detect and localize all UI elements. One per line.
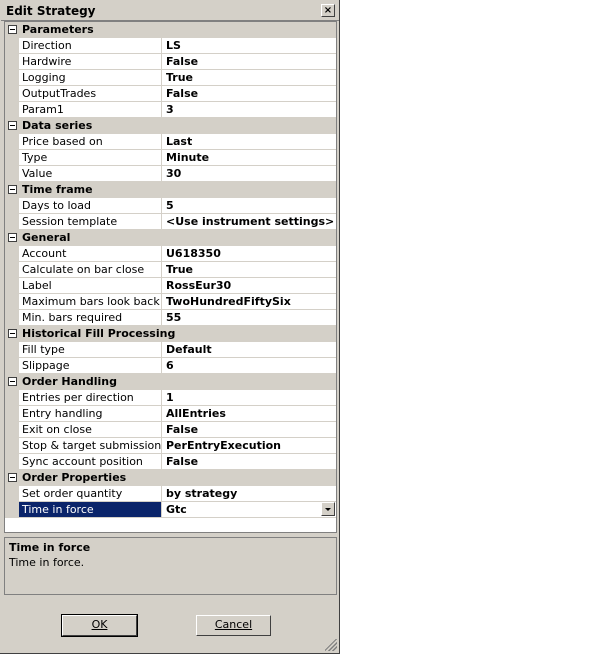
property-value[interactable]: 55 — [166, 311, 182, 324]
property-name[interactable]: Time in force — [19, 502, 162, 517]
property-value[interactable]: 30 — [166, 167, 182, 180]
row-gutter — [5, 278, 19, 294]
row-gutter — [5, 422, 19, 438]
row-gutter — [5, 454, 19, 470]
ok-button-label: OK — [91, 618, 108, 631]
property-row[interactable] — [5, 310, 336, 326]
property-row[interactable] — [5, 406, 336, 422]
property-name[interactable]: Label — [19, 278, 162, 293]
category-row[interactable] — [5, 374, 336, 390]
property-name[interactable]: Hardwire — [19, 54, 162, 69]
property-row[interactable] — [5, 422, 336, 438]
property-row[interactable] — [5, 150, 336, 166]
property-name[interactable]: Maximum bars look back — [19, 294, 162, 309]
help-panel — [4, 537, 337, 595]
resize-grip-icon[interactable] — [325, 639, 337, 651]
property-row[interactable] — [5, 246, 336, 262]
property-name[interactable]: Type — [19, 150, 162, 165]
row-gutter — [5, 390, 19, 406]
row-gutter — [5, 54, 19, 70]
collapse-icon[interactable] — [8, 233, 17, 242]
collapse-icon[interactable] — [8, 473, 17, 482]
property-value[interactable]: 6 — [166, 359, 174, 372]
property-value[interactable]: False — [166, 455, 199, 468]
help-title: Time in force — [9, 541, 91, 554]
category-label: Time frame — [22, 183, 93, 196]
category-label: General — [22, 231, 71, 244]
row-gutter — [5, 342, 19, 358]
row-gutter — [5, 150, 19, 166]
collapse-icon[interactable] — [8, 377, 17, 386]
property-name[interactable]: Slippage — [19, 358, 162, 373]
row-gutter — [5, 70, 19, 86]
property-name[interactable]: Stop & target submission — [19, 438, 162, 453]
row-gutter — [5, 246, 19, 262]
row-gutter — [5, 262, 19, 278]
property-value[interactable]: 1 — [166, 391, 174, 404]
category-label: Historical Fill Processing — [22, 327, 176, 340]
help-description: Time in force. — [9, 556, 85, 569]
title-bar[interactable] — [1, 1, 339, 21]
property-name[interactable]: Logging — [19, 70, 162, 85]
property-row[interactable] — [5, 486, 336, 502]
property-value[interactable]: <Use instrument settings> — [166, 215, 335, 228]
property-value[interactable]: 3 — [166, 103, 174, 116]
property-name[interactable]: Set order quantity — [19, 486, 162, 501]
collapse-icon[interactable] — [8, 185, 17, 194]
property-value[interactable]: False — [166, 55, 199, 68]
property-row[interactable] — [5, 134, 336, 150]
collapse-icon[interactable] — [8, 25, 17, 34]
property-row[interactable] — [5, 102, 336, 118]
collapse-icon[interactable] — [8, 329, 17, 338]
row-gutter — [5, 310, 19, 326]
category-label: Parameters — [22, 23, 94, 36]
category-row[interactable] — [5, 326, 336, 342]
property-value[interactable]: Minute — [166, 151, 210, 164]
category-row[interactable] — [5, 230, 336, 246]
property-row[interactable] — [5, 54, 336, 70]
property-name[interactable]: Price based on — [19, 134, 162, 149]
category-row[interactable] — [5, 182, 336, 198]
property-value[interactable]: False — [166, 87, 199, 100]
category-label: Data series — [22, 119, 93, 132]
property-value[interactable]: TwoHundredFiftySix — [166, 295, 291, 308]
property-row[interactable] — [5, 454, 336, 470]
property-value[interactable]: AllEntries — [166, 407, 226, 420]
category-label: Order Handling — [22, 375, 117, 388]
property-value[interactable]: True — [166, 71, 194, 84]
property-value[interactable]: PerEntryExecution — [166, 439, 281, 452]
property-name[interactable]: Sync account position — [19, 454, 162, 469]
property-value[interactable]: False — [166, 423, 199, 436]
row-gutter — [5, 486, 19, 502]
property-row[interactable] — [5, 166, 336, 182]
property-row[interactable] — [5, 86, 336, 102]
category-row[interactable] — [5, 22, 336, 38]
property-value[interactable]: Last — [166, 135, 193, 148]
cancel-button[interactable] — [196, 615, 271, 636]
row-gutter — [5, 166, 19, 182]
row-gutter — [5, 198, 19, 214]
row-gutter — [5, 294, 19, 310]
property-row[interactable] — [5, 390, 336, 406]
property-row[interactable] — [5, 198, 336, 214]
category-row[interactable] — [5, 470, 336, 486]
window-title: Edit Strategy — [6, 4, 96, 18]
property-name[interactable]: Entries per direction — [19, 390, 162, 405]
ok-button[interactable] — [62, 615, 137, 636]
property-row[interactable] — [5, 214, 336, 230]
chevron-down-icon[interactable] — [321, 502, 335, 516]
row-gutter — [5, 358, 19, 374]
property-name[interactable]: Entry handling — [19, 406, 162, 421]
row-gutter — [5, 502, 19, 518]
property-value[interactable]: RossEur30 — [166, 279, 232, 292]
property-name[interactable]: Account — [19, 246, 162, 261]
property-value[interactable]: U618350 — [166, 247, 221, 260]
property-row[interactable] — [5, 278, 336, 294]
property-row[interactable] — [5, 262, 336, 278]
property-value[interactable]: Gtc — [166, 503, 187, 516]
property-name[interactable]: Min. bars required — [19, 310, 162, 325]
property-name[interactable]: Session template — [19, 214, 162, 229]
close-button[interactable] — [321, 4, 335, 17]
property-name[interactable]: Param1 — [19, 102, 162, 117]
category-label: Order Properties — [22, 471, 127, 484]
property-name[interactable]: Days to load — [19, 198, 162, 213]
property-row[interactable] — [5, 342, 336, 358]
row-gutter — [5, 102, 19, 118]
property-row[interactable] — [5, 502, 336, 518]
property-row[interactable] — [5, 358, 336, 374]
row-gutter — [5, 214, 19, 230]
property-row[interactable] — [5, 38, 336, 54]
cancel-button-label: Cancel — [214, 618, 253, 631]
property-name[interactable]: Exit on close — [19, 422, 162, 437]
collapse-icon[interactable] — [8, 121, 17, 130]
property-name[interactable]: Fill type — [19, 342, 162, 357]
property-row[interactable] — [5, 70, 336, 86]
row-gutter — [5, 134, 19, 150]
close-icon: × — [323, 5, 333, 16]
property-row[interactable] — [5, 294, 336, 310]
property-name[interactable]: OutputTrades — [19, 86, 162, 101]
property-name[interactable]: Direction — [19, 38, 162, 53]
property-row[interactable] — [5, 438, 336, 454]
property-value[interactable]: LS — [166, 39, 181, 52]
row-gutter — [5, 406, 19, 422]
row-gutter — [5, 438, 19, 454]
property-value[interactable]: True — [166, 263, 194, 276]
property-name[interactable]: Calculate on bar close — [19, 262, 162, 277]
property-grid[interactable] — [4, 21, 337, 533]
property-value[interactable]: Default — [166, 343, 212, 356]
property-name[interactable]: Value — [19, 166, 162, 181]
row-gutter — [5, 38, 19, 54]
row-gutter — [5, 86, 19, 102]
property-value[interactable]: by strategy — [166, 487, 238, 500]
property-value[interactable]: 5 — [166, 199, 174, 212]
category-row[interactable] — [5, 118, 336, 134]
